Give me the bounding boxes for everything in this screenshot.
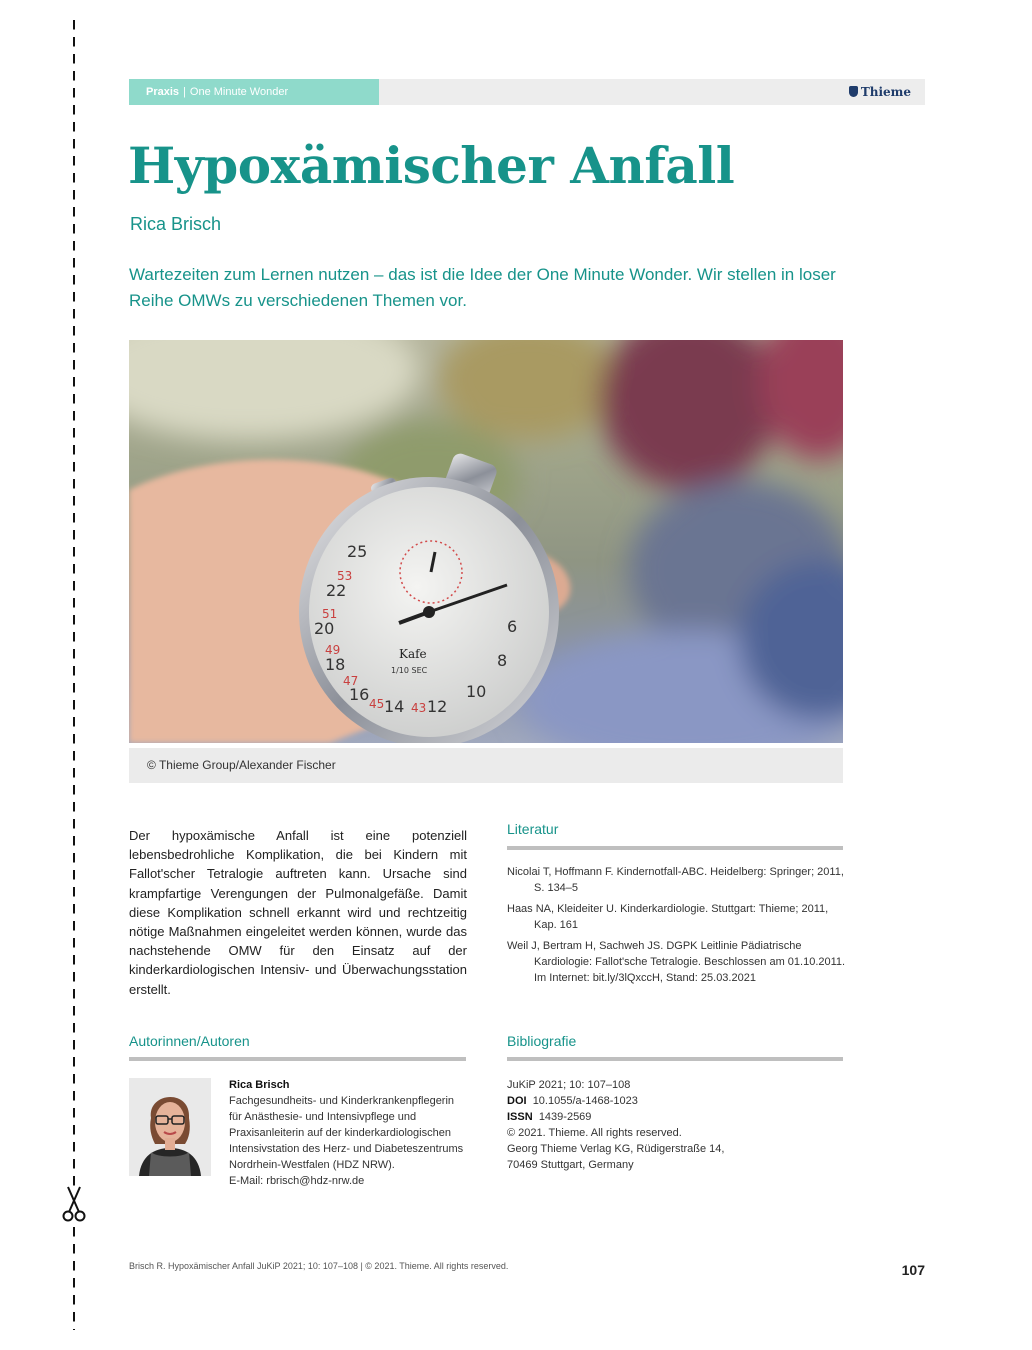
literature-heading: Literatur: [507, 821, 559, 837]
doi-label: DOI: [507, 1095, 527, 1107]
section-label: Praxis | One Minute Wonder: [129, 79, 379, 105]
svg-text:51: 51: [322, 607, 338, 621]
svg-text:14: 14: [384, 697, 405, 716]
authors-rule: [129, 1057, 466, 1061]
svg-text:Kafe: Kafe: [399, 647, 427, 661]
svg-text:8: 8: [497, 651, 508, 670]
author-name: Rica Brisch: [229, 1079, 290, 1091]
svg-text:20: 20: [314, 619, 335, 638]
svg-text:45: 45: [369, 697, 385, 711]
svg-text:22: 22: [326, 581, 347, 600]
article-title: Hypoxämischer Anfall: [128, 136, 735, 195]
header-bar: [129, 79, 925, 105]
bibliography-rule: [507, 1057, 843, 1061]
scissors-icon: [62, 1186, 86, 1222]
svg-text:10: 10: [466, 682, 487, 701]
image-caption: © Thieme Group/Alexander Fischer: [129, 748, 843, 783]
literature-rule: [507, 846, 843, 850]
reference-list: [507, 864, 847, 991]
publisher: Georg Thieme Verlag KG, Rüdigerstraße 14,: [507, 1143, 725, 1155]
thieme-logo-icon: [849, 86, 858, 97]
author-email: E-Mail: rbrisch@hdz-nrw.de: [229, 1175, 365, 1187]
svg-text:16: 16: [349, 685, 370, 704]
reference-item: Haas NA, Kleideiter U. Kinderkardiologie. Stuttgart: Thieme; 2011, Kap. 161: [507, 903, 829, 931]
logo-text: Thieme: [860, 85, 911, 99]
footer-citation: Brisch R. Hypoxämischer Anfall JuKiP 2021; 10: 107–108 | © 2021. Thieme. All rights reserved.: [129, 1261, 509, 1271]
svg-text:1/10 SEC: 1/10 SEC: [391, 666, 428, 675]
authors-heading: Autorinnen/Autoren: [129, 1033, 250, 1049]
issn-label: ISSN: [507, 1111, 533, 1123]
stopwatch-photo: [129, 340, 843, 743]
body-paragraph: Der hypoxämische Anfall ist eine potenziell lebensbedrohliche Komplikation, die bei Kindern mit Fallot'scher Tetralogie auftreten kann. Ursache sind krampfartige Verengungen der Pulmonalgefäße. Damit diese Komplikation schnell erkannt wird und rechtzeitig nötige Maßnahmen eingeleitet werden können, wurde das nachstehende OMW für den Einsatz auf der kinderkardiologischen Intensiv- und Überwachungsstation erstellt.: [129, 828, 467, 997]
reference-item: Nicolai T, Hoffmann F. Kindernotfall-ABC. Heidelberg: Springer; 2011, S. 134–5: [507, 866, 844, 894]
svg-text:53: 53: [337, 569, 353, 583]
svg-text:12: 12: [427, 697, 448, 716]
section-name: Praxis: [146, 86, 180, 98]
svg-text:49: 49: [325, 643, 341, 657]
article-author: Rica Brisch: [130, 214, 222, 234]
bibliography-block: [507, 1077, 807, 1173]
reference-item: Weil J, Bertram H, Sachweh JS. DGPK Leitlinie Pädiatrische Kardiologie: Fallot'sche Tetralogie. Beschlossen am 01.10.2011. Im Internet: bit.ly/3lQxccH, Stand: 25.03.2021: [507, 940, 846, 984]
copyright: © 2021. Thieme. All rights reserved.: [507, 1127, 682, 1139]
cut-line: [73, 20, 75, 1330]
svg-text:25: 25: [347, 542, 368, 561]
journal-citation: JuKiP 2021; 10: 107–108: [507, 1079, 631, 1091]
bibliography-heading: Bibliografie: [507, 1033, 577, 1049]
svg-text:43: 43: [411, 701, 427, 715]
issn-value: 1439-2569: [538, 1111, 592, 1123]
svg-text:47: 47: [343, 674, 359, 688]
author-info: [229, 1077, 469, 1189]
svg-text:18: 18: [325, 655, 346, 674]
svg-text:6: 6: [507, 617, 518, 636]
article-lead: Wartezeiten zum Lernen nutzen – das ist die Idee der One Minute Wonder. Wir stellen in loser Reihe OMWs zu verschiedenen Themen vor.: [129, 265, 836, 310]
doi-value: 10.1055/a-1468-1023: [532, 1095, 638, 1107]
author-bio: Fachgesundheits- und Kinderkrankenpflegerin für Anästhesie- und Intensivpflege und Praxisanleiterin auf der kinderkardiologischen Intensivstation des Herz- und Diabeteszentrums Nordrhein-Westfalen (HDZ NRW).: [229, 1095, 464, 1171]
publisher-address: 70469 Stuttgart, Germany: [507, 1159, 634, 1171]
publisher-logo: [849, 79, 911, 105]
author-portrait: [129, 1078, 211, 1176]
issn-line: [507, 1109, 807, 1125]
subsection-name: One Minute Wonder: [189, 86, 289, 98]
doi-line: [507, 1093, 807, 1109]
page-number: 107: [901, 1262, 925, 1278]
